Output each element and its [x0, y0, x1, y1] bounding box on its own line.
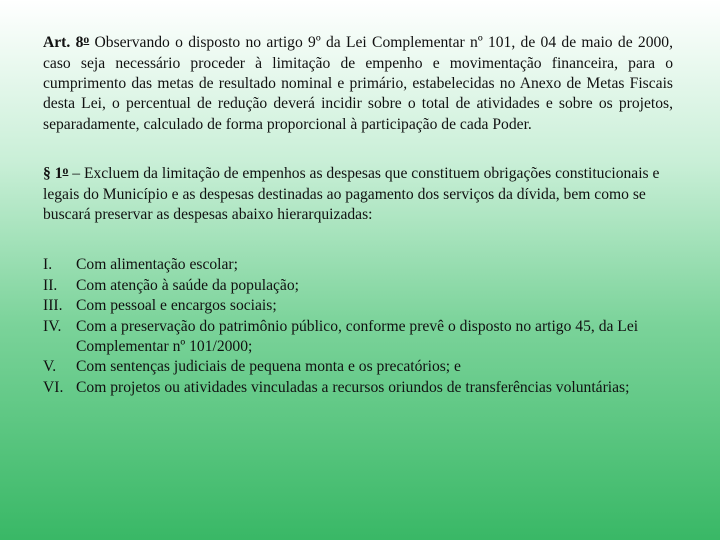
list-item — [43, 296, 673, 316]
list-item — [43, 357, 673, 377]
slide-text-body — [43, 30, 673, 398]
list-item-text: Com sentenças judiciais de pequena monta e os precatórios; e — [76, 358, 461, 376]
section-label: § 1$^o$ — [43, 164, 69, 183]
list-item-text: Com alimentação escolar; — [76, 256, 238, 274]
list-item-number: VI. — [43, 378, 64, 396]
section-text: – Excluem da limitação de empenhos as despesas que constituem obrigações constitucionais e legais do Município e as despesas destinadas ao pagamento dos serviços da dívida, bem como se buscará preservar as despesas abaixo hierarquizadas: — [43, 165, 660, 224]
list-item-number: I. — [43, 256, 53, 274]
list-item-number: IV. — [43, 317, 62, 335]
article-text: Observando o disposto no artigo 9º da Lei Complementar nº 101, de 04 de maio de 2000, caso seja necessário proceder à limitação de empenho e movimentação financeira, para o cumprimento das metas de resultado nominal e primário, estabelecidas no Anexo de Metas Fiscais desta Lei, o percentual de redução deverá incidir sobre o total de atividades e sobre os projetos, separadamente, calculado de forma proporcional à participação de cada Poder. — [43, 34, 673, 133]
list-item — [43, 317, 673, 358]
section-paragraph — [43, 161, 673, 225]
list-item — [43, 255, 673, 275]
list-item-number: V. — [43, 358, 57, 376]
list-item-text: Com pessoal e encargos sociais; — [76, 297, 277, 315]
list-item-text: Com atenção à saúde da população; — [76, 276, 299, 294]
list-item — [43, 378, 673, 398]
list-item-text: Com projetos ou atividades vinculadas a recursos oriundos de transferências voluntárias; — [76, 378, 630, 396]
list-item-number: II. — [43, 276, 58, 294]
list-item-number: III. — [43, 297, 63, 315]
article-paragraph — [43, 30, 673, 135]
priority-list — [43, 255, 673, 398]
list-item-text: Com a preservação do patrimônio público, conforme prevê o disposto no artigo 45, da Lei Complementar nº 101/2000; — [76, 317, 639, 356]
article-label: Art. 8$^o$ — [43, 33, 90, 52]
list-item — [43, 276, 673, 296]
